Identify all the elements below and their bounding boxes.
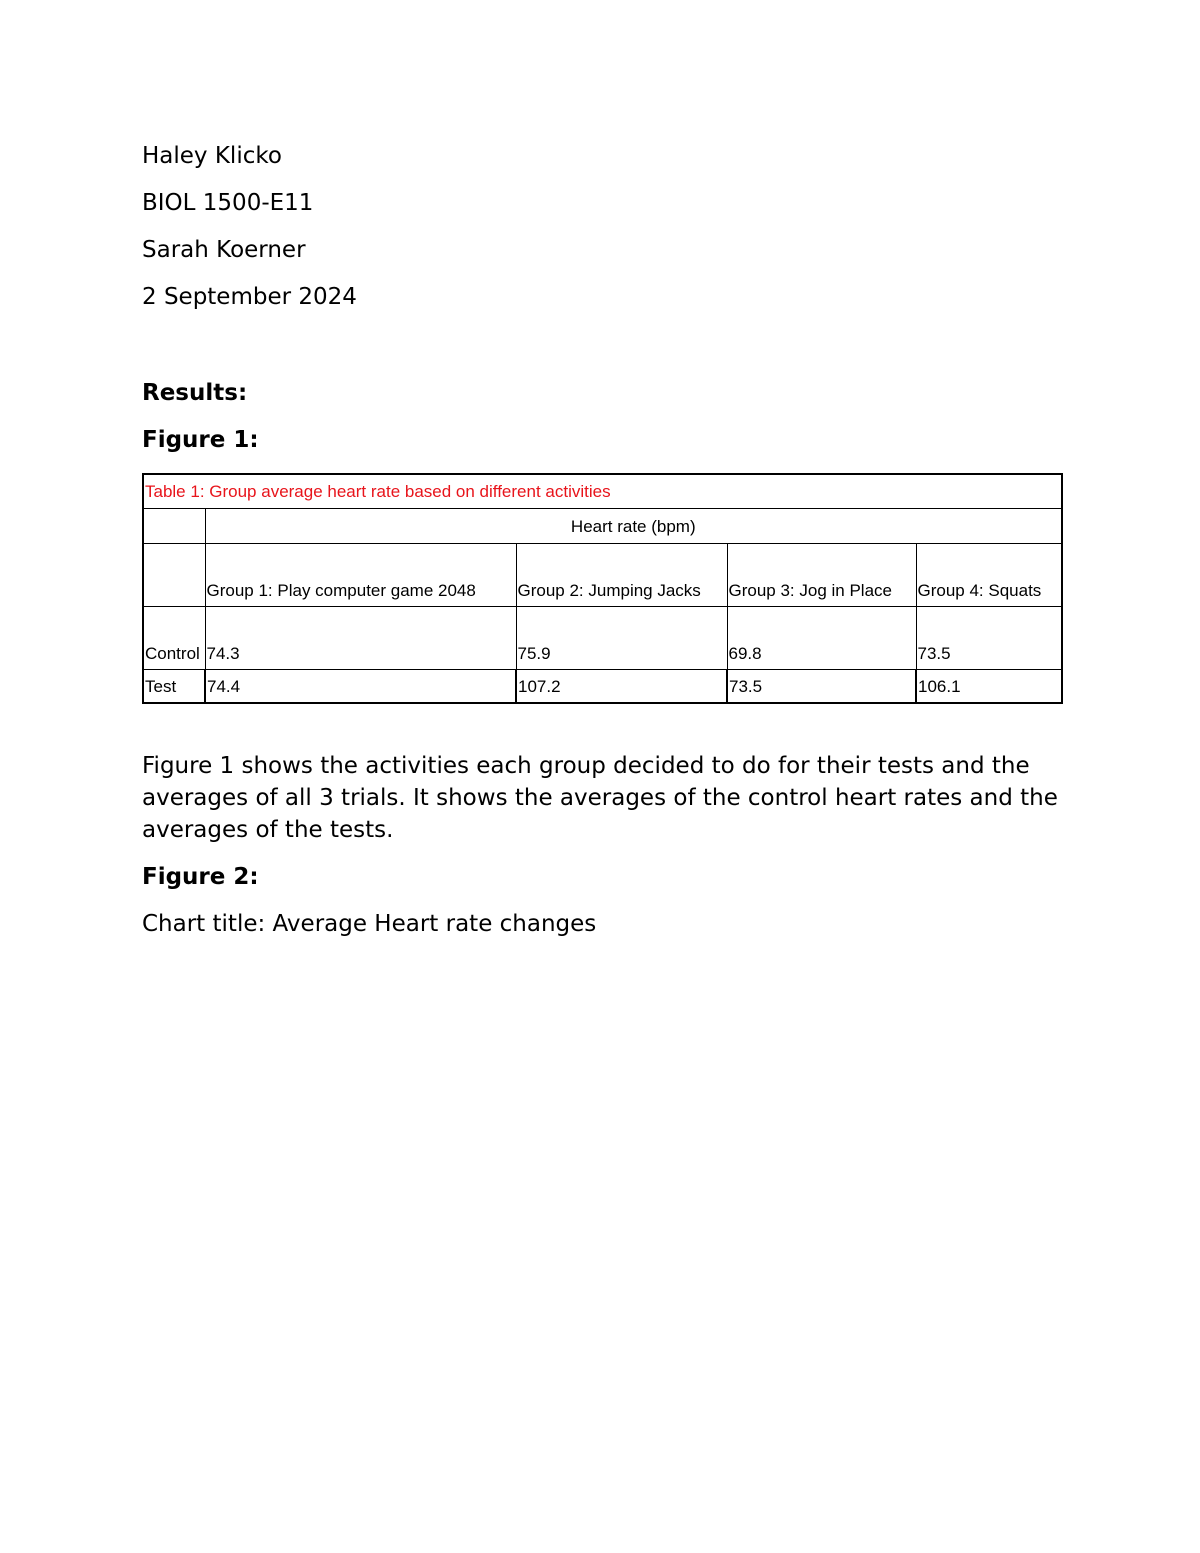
unit-header: Heart rate (bpm) xyxy=(205,509,1062,544)
table-cell: 106.1 xyxy=(916,670,1062,704)
figure-2-heading: Figure 2: xyxy=(142,864,259,890)
course-code: BIOL 1500-E11 xyxy=(142,190,314,216)
table-caption: Table 1: Group average heart rate based on different activities xyxy=(143,474,1062,509)
row-label-test: Test xyxy=(143,670,205,704)
table-cell: 73.5 xyxy=(916,607,1062,670)
table-cell: 74.3 xyxy=(205,607,516,670)
table-row xyxy=(143,670,1062,704)
empty-cell xyxy=(143,509,205,544)
heart-rate-table xyxy=(142,473,1063,704)
column-header-group-4: Group 4: Squats xyxy=(916,544,1062,607)
table-cell: 74.4 xyxy=(205,670,516,704)
table-cell: 107.2 xyxy=(516,670,727,704)
table-row xyxy=(143,607,1062,670)
author-name: Haley Klicko xyxy=(142,143,282,169)
table-cell: 69.8 xyxy=(727,607,916,670)
document-date: 2 September 2024 xyxy=(142,284,357,310)
column-header-group-3: Group 3: Jog in Place xyxy=(727,544,916,607)
chart-title-line: Chart title: Average Heart rate changes xyxy=(142,911,597,937)
table-cell: 73.5 xyxy=(727,670,916,704)
column-header-group-1: Group 1: Play computer game 2048 xyxy=(205,544,516,607)
table-cell: 75.9 xyxy=(516,607,727,670)
empty-cell xyxy=(143,544,205,607)
results-heading: Results: xyxy=(142,380,248,406)
figure-1-description: Figure 1 shows the activities each group decided to do for their tests and the averages of all 3 trials. It shows the averages of the control heart rates and the averages of the tests. xyxy=(142,753,1058,843)
figure-1-heading: Figure 1: xyxy=(142,427,259,453)
row-label-control: Control xyxy=(143,607,205,670)
column-header-group-2: Group 2: Jumping Jacks xyxy=(516,544,727,607)
instructor-name: Sarah Koerner xyxy=(142,237,306,263)
